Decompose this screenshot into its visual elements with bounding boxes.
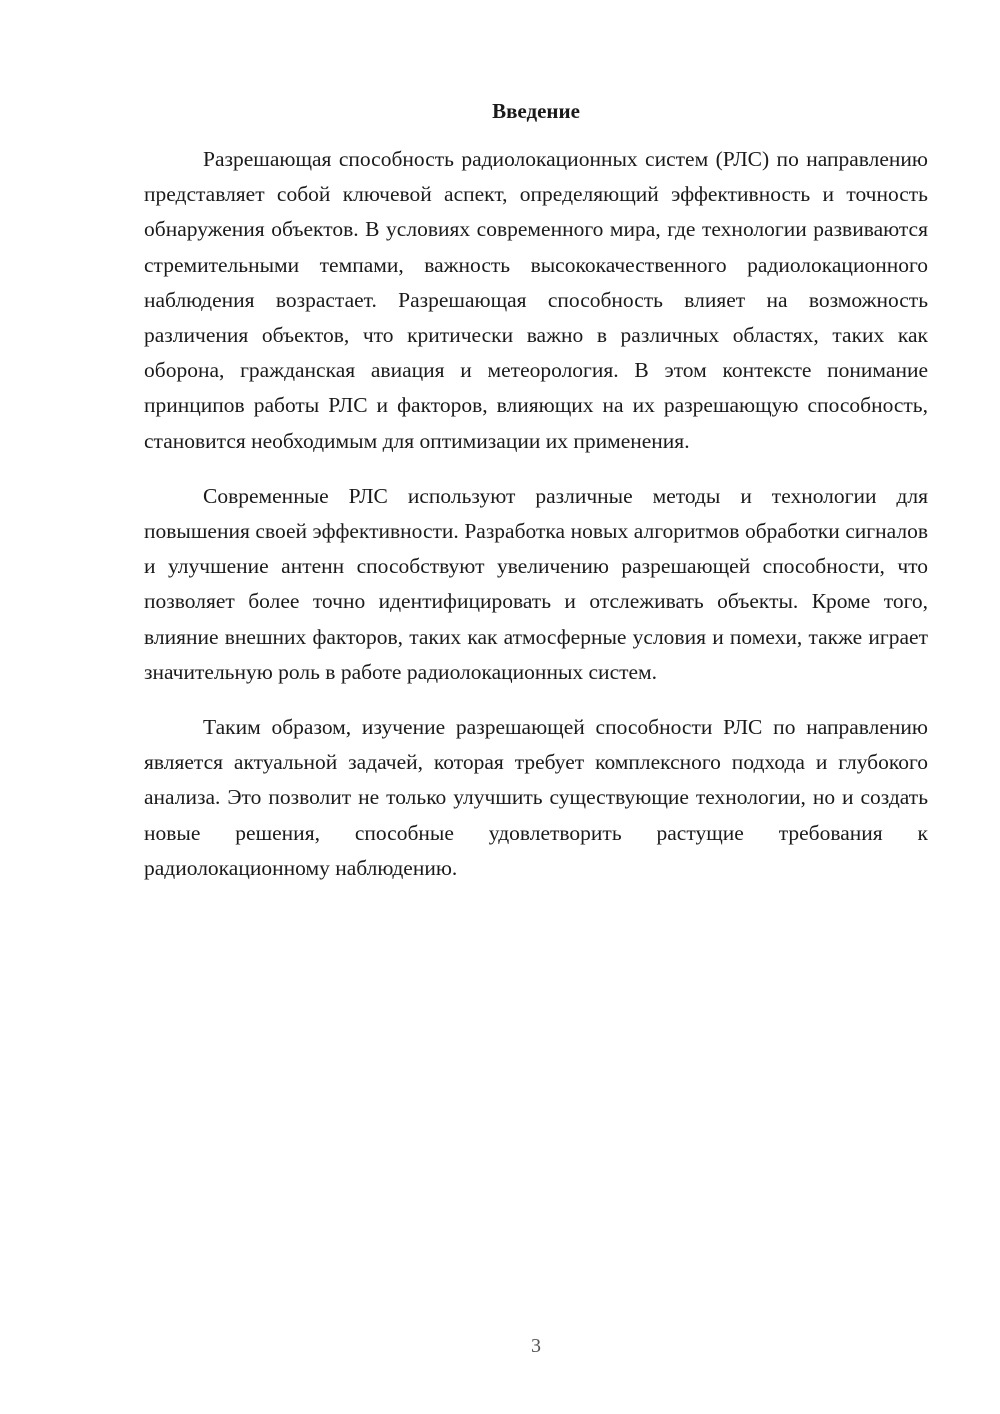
paragraph-2: Современные РЛС используют различные методы и технологии для повышения своей эффективности. Разработка новых алгоритмов обработки сигналов и улучшение антенн способствуют увеличению разрешающей способности, что позволяет более точно идентифицировать и отслеживать объекты. Кроме того, влияние внешних факторов, таких как атмосферные условия и помехи, также играет значительную роль в работе радиолокационных систем. (144, 483, 928, 684)
body-text (144, 142, 928, 906)
page-number: 3 (531, 1335, 541, 1357)
section-title: Введение (492, 99, 580, 123)
paragraph-3: Таким образом, изучение разрешающей способности РЛС по направлению является актуальной задачей, которая требует комплексного подхода и глубокого анализа. Это позволит не только улучшить существующие технологии, но и создать новые решения, способные удовлетворить растущие требования к радиолокационному наблюдению. (144, 715, 928, 880)
paragraph-1: Разрешающая способность радиолокационных систем (РЛС) по направлению представляет собой ключевой аспект, определяющий эффективность и точность обнаружения объектов. В условиях современного мира, где технологии развиваются стремительными темпами, важность высококачественного радиолокационного наблюдения возрастает. Разрешающая способность влияет на возможность различения объектов, что критически важно в различных областях, таких как оборона, гражданская авиация и метеорология. В этом контексте понимание принципов работы РЛС и факторов, влияющих на их разрешающую способность, становится необходимым для оптимизации их применения. (144, 147, 928, 453)
